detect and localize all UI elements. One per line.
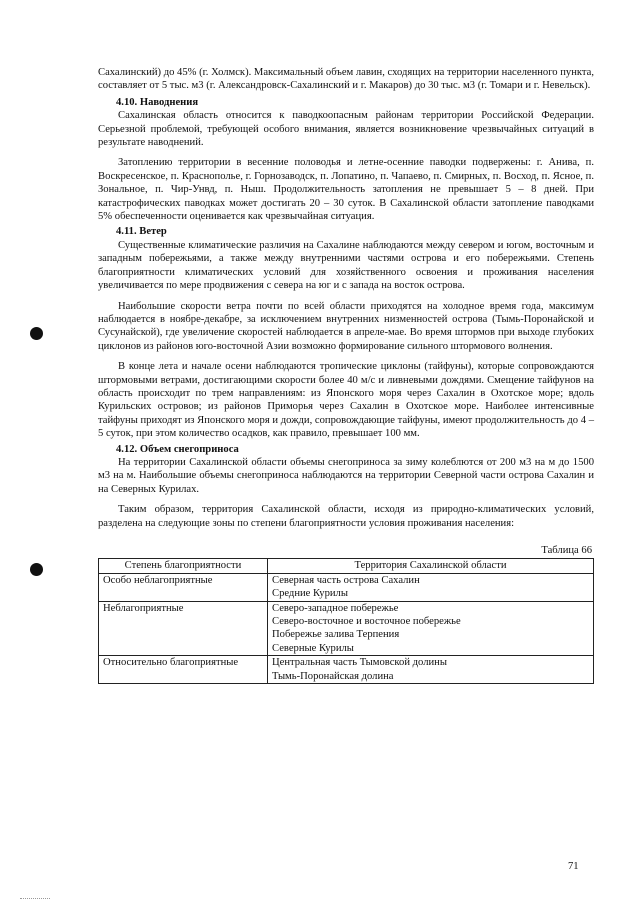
area-item: Тымь-Поронайская долина [272, 670, 394, 682]
area-item: Северо-западное побережье [272, 602, 399, 614]
paragraph-snow: На территории Сахалинской области объемы снегоприноса за зиму колеблются от 200 м3 на м до 1500 м3 на м. Наибольшие объемы снегоприноса наблюдаются на территории Северной части острова Сахалин и на Северных Курилах. [98, 456, 594, 495]
cell-degree: Неблагоприятные [99, 601, 268, 656]
scan-artifact [20, 898, 50, 899]
area-item: Северные Курилы [272, 642, 354, 654]
area-item: Северная часть острова Сахалин [272, 574, 420, 586]
area-item: Северо-восточное и восточное побережье [272, 616, 461, 628]
binder-hole-upper [30, 327, 43, 340]
cell-areas [268, 601, 594, 656]
cell-areas [268, 573, 594, 601]
column-header-degree: Степень благоприятности [99, 559, 268, 573]
paragraph-wind-climate: Существенные климатические различия на Сахалине наблюдаются между севером и югом, восточным и западным побережьями, а также между внутренними частями острова и его побережьями. Степень благоприятности климатических условий для хозяйственного освоения и проживания населения увеличивается по мере продвижения с севера на юг и с запада на восток острова. [98, 239, 594, 292]
paragraph-typhoons: В конце лета и начале осени наблюдаются тропические циклоны (тайфуны), которые сопровождаются штормовыми ветрами, достигающими скорости более 40 м/с и ливневыми дождями. Смещение тайфунов на область происходит по трем направлениям: из Японского моря через Сахалин в Охотское море; вдоль Курильских островов; из районов Приморья через Сахалин в Охотское море. Наиболее интенсивные тайфуны приходят из Японского моря и дожди, сопровождающие тайфуны, имеют продолжительность до 4 – 5 суток, при этом количество осадков, как правило, превышает 100 мм. [98, 361, 594, 440]
zones-table [98, 558, 594, 684]
table-row [99, 573, 594, 601]
heading-wind: 4.11. Ветер [116, 226, 167, 238]
cell-degree: Относительно благоприятные [99, 656, 268, 684]
table-header-row [99, 559, 594, 573]
paragraph-wind-speed: Наибольшие скорости ветра почти по всей области приходятся на холодное время года, максимум наблюдается в ноябре-декабре, за исключением внутренних низменностей острова (Тымь-Поронайской и Сусунайской), где увеличение скоростей наблюдается в апреле-мае. Во время штормов при выходе глубоких циклонов из районов юго-восточной Азии возможно формирование сильного штормового волнения. [98, 300, 594, 352]
cell-degree: Особо неблагоприятные [99, 573, 268, 601]
area-item: Центральная часть Тымовской долины [272, 657, 447, 669]
column-header-territory: Территория Сахалинской области [268, 559, 594, 573]
heading-snow: 4.12. Объем снегоприноса [116, 443, 239, 455]
document-page [98, 66, 594, 684]
heading-floods: 4.10. Наводнения [116, 96, 199, 108]
table-caption: Таблица 66 [541, 545, 592, 556]
paragraph-zones: Таким образом, территория Сахалинской области, исходя из природно-климатических условий, разделена на следующие зоны по степени благоприятности условия проживания населения: [98, 504, 594, 529]
area-item: Побережье залива Терпения [272, 629, 400, 641]
table-row [99, 601, 594, 656]
paragraph-floods-intro: Сахалинская область относится к паводкоопасным районам территории Российской Федерации. Серьезной проблемой, требующей особого внимания, является возникновение чрезвычайных ситуаций в результате наводнений. [98, 110, 594, 149]
page-number: 71 [568, 861, 579, 872]
cell-areas [268, 656, 594, 684]
area-item: Средние Курилы [272, 588, 348, 600]
binder-hole-lower [30, 563, 43, 576]
paragraph-avalanche-continuation: Сахалинский) до 45% (г. Холмск). Максимальный объем лавин, сходящих на территории населенного пункта, составляет от 5 тыс. м3 (г. Александровск-Сахалинский и г. Макаров) до 30 тыс. м3 (г. Томари и г. Невельск). [98, 67, 594, 92]
table-row [99, 656, 594, 684]
paragraph-floods-areas: Затоплению территории в весенние половодья и летне-осенние паводки подвержены: г. Анива, п. Воскресенское, п. Краснополье, г. Горнозаводск, п. Лопатино, п. Чапаево, п. Смирных, п. Восход, п. Ясное, п. Зональное, п. Чир-Унвд, п. Ныш. Продолжительность затопления не превышает 5 – 8 дней. При катастрофических паводках может достигать 20 – 30 суток. В Сахалинской области затопление паводками 5% обеспеченности оценивается как чрезвычайная ситуация. [98, 157, 594, 223]
